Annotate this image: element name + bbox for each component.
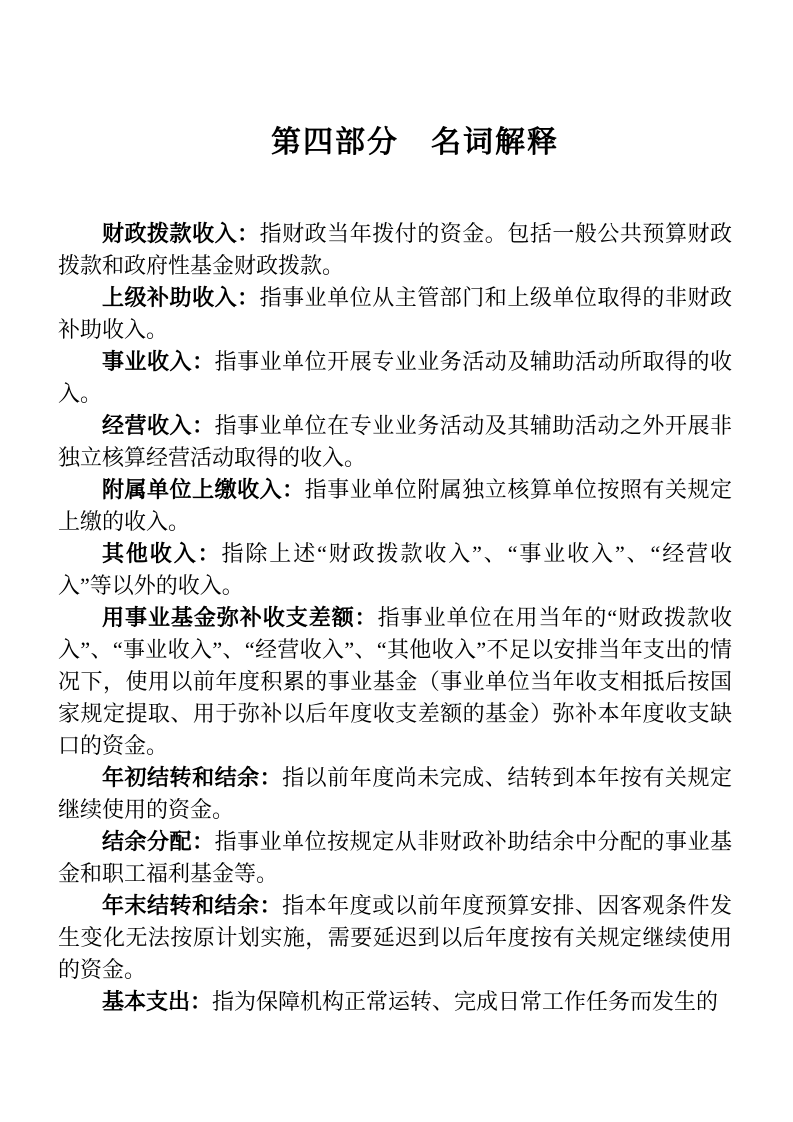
glossary-definition: 指事业单位按规定从非财政补助结余中分配的事业基金和职工福利基金等。 [58,829,732,886]
glossary-section [58,218,732,1018]
glossary-term: 经营收入： [102,413,215,438]
glossary-definition: 指事业单位从主管部门和上级单位取得的非财政补助收入。 [58,285,732,342]
glossary-entry [58,762,732,826]
glossary-definition: 指财政当年拨付的资金。包括一般公共预算财政拨款和政府性基金财政拨款。 [58,221,732,278]
glossary-definition: 指事业单位开展专业业务活动及辅助活动所取得的收入。 [58,349,732,406]
glossary-entry [58,986,732,1018]
glossary-term: 年初结转和结余： [102,765,283,790]
glossary-definition: 指事业单位附属独立核算单位按照有关规定上缴的收入。 [58,477,732,534]
glossary-term: 其他收入： [102,541,222,566]
glossary-entry [58,218,732,282]
glossary-definition: 指事业单位在用当年的“财政拨款收入”、“事业收入”、“经营收入”、“其他收入”不足以安排当年支出的情况下，使用以前年度积累的事业基金（事业单位当年收支相抵后按国家规定提取、用于弥补以后年度收支差额的基金）弥补本年度收支缺口的资金。 [58,605,732,758]
glossary-entry [58,410,732,474]
page-title: 第四部分 名词解释 [271,126,559,159]
glossary-entry [58,602,732,762]
glossary-term: 附属单位上缴收入： [102,477,305,502]
glossary-entry [58,538,732,602]
glossary-term: 财政拨款收入： [102,221,260,246]
glossary-entry [58,282,732,346]
glossary-term: 结余分配： [102,829,215,854]
glossary-definition: 指除上述“财政拨款收入”、“事业收入”、“经营收入”等以外的收入。 [58,541,732,598]
glossary-term: 事业收入： [102,349,215,374]
glossary-term: 上级补助收入： [102,285,260,310]
glossary-term: 基本支出： [102,989,213,1014]
glossary-entry [58,474,732,538]
glossary-definition: 指本年度或以前年度预算安排、因客观条件发生变化无法按原计划实施，需要延迟到以后年度按有关规定继续使用的资金。 [58,893,732,982]
glossary-definition: 指事业单位在专业业务活动及其辅助活动之外开展非独立核算经营活动取得的收入。 [58,413,732,470]
glossary-entry [58,890,732,986]
glossary-entry [58,826,732,890]
glossary-definition: 指为保障机构正常运转、完成日常工作任务而发生的 [212,989,719,1014]
glossary-entry [58,346,732,410]
glossary-term: 用事业基金弥补收支差额： [102,605,378,630]
glossary-term: 年末结转和结余： [102,893,283,918]
glossary-definition: 指以前年度尚未完成、结转到本年按有关规定继续使用的资金。 [58,765,732,822]
